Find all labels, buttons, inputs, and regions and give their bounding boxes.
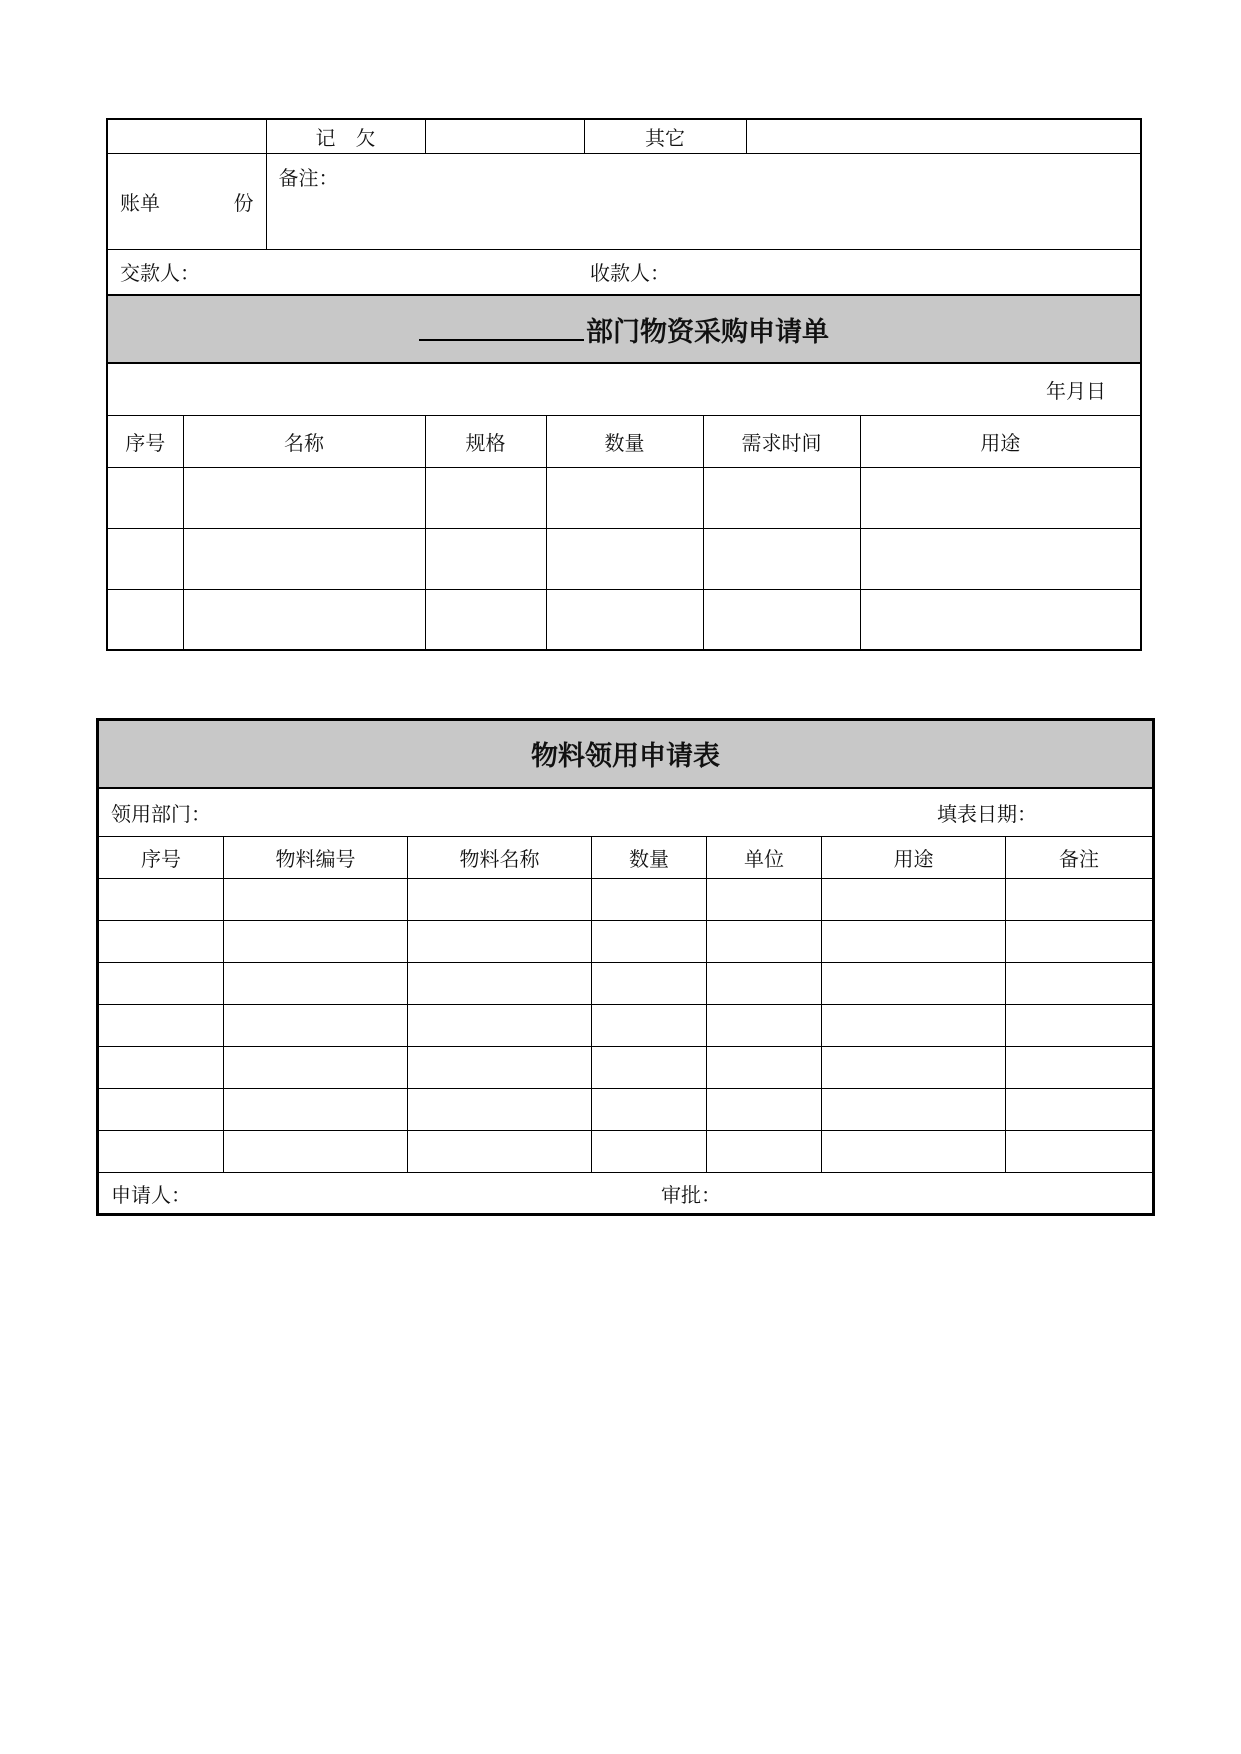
payment-type-blank[interactable] — [107, 119, 266, 153]
col-header-material-code: 物料编号 — [224, 837, 408, 879]
cell-spec[interactable] — [425, 528, 546, 589]
cell-quantity[interactable] — [592, 921, 707, 963]
cell-spec[interactable] — [425, 589, 546, 650]
cell-purpose[interactable] — [822, 1089, 1006, 1131]
table-row — [98, 1005, 1154, 1047]
remarks-label: 备注： — [278, 165, 339, 190]
bill-copies-unit: 份 — [233, 190, 254, 215]
cell-material-name[interactable] — [408, 1047, 592, 1089]
cell-serial[interactable] — [107, 528, 183, 589]
col-header-quantity: 数量 — [592, 837, 707, 879]
cell-quantity[interactable] — [546, 528, 703, 589]
cell-purpose[interactable] — [860, 467, 1141, 528]
cell-material-name[interactable] — [408, 963, 592, 1005]
cell-serial[interactable] — [98, 963, 224, 1005]
cell-notes[interactable] — [1006, 1131, 1154, 1173]
cell-material-code[interactable] — [224, 1047, 408, 1089]
cell-quantity[interactable] — [592, 1047, 707, 1089]
cell-purpose[interactable] — [860, 528, 1141, 589]
applicant-approval-row — [98, 1173, 1154, 1215]
cell-quantity[interactable] — [546, 589, 703, 650]
cell-serial[interactable] — [107, 467, 183, 528]
col-header-name: 名称 — [183, 415, 425, 467]
cell-serial[interactable] — [98, 1089, 224, 1131]
col-header-purpose: 用途 — [822, 837, 1006, 879]
cell-required-time[interactable] — [703, 528, 860, 589]
applicant-approval-cell[interactable] — [98, 1173, 1154, 1215]
cell-serial[interactable] — [98, 1005, 224, 1047]
cell-serial[interactable] — [98, 1047, 224, 1089]
cell-notes[interactable] — [1006, 1047, 1154, 1089]
cell-quantity[interactable] — [546, 467, 703, 528]
table-row — [98, 1047, 1154, 1089]
cell-notes[interactable] — [1006, 1005, 1154, 1047]
table-row — [98, 879, 1154, 921]
cell-unit[interactable] — [707, 1131, 822, 1173]
col-header-purpose: 用途 — [860, 415, 1141, 467]
cell-unit[interactable] — [707, 1089, 822, 1131]
col-header-serial: 序号 — [98, 837, 224, 879]
other-label: 其它 — [584, 119, 746, 153]
cell-notes[interactable] — [1006, 879, 1154, 921]
purchase-header-row — [107, 415, 1141, 467]
cell-notes[interactable] — [1006, 921, 1154, 963]
payer-label: 交款人： — [120, 261, 200, 286]
cell-material-name[interactable] — [408, 921, 592, 963]
col-header-unit: 单位 — [707, 837, 822, 879]
bill-copies-cell — [107, 153, 266, 249]
cell-serial[interactable] — [107, 589, 183, 650]
fill-date-label: 填表日期： — [937, 801, 1037, 826]
cell-required-time[interactable] — [703, 589, 860, 650]
material-title: 物料领用申请表 — [98, 720, 1154, 788]
cell-quantity[interactable] — [592, 1131, 707, 1173]
cell-material-name[interactable] — [408, 1089, 592, 1131]
cell-quantity[interactable] — [592, 963, 707, 1005]
col-header-serial: 序号 — [107, 415, 183, 467]
cell-material-name[interactable] — [408, 1005, 592, 1047]
col-header-required-time: 需求时间 — [703, 415, 860, 467]
material-requisition-form — [96, 718, 1155, 1216]
cell-name[interactable] — [183, 528, 425, 589]
cell-notes[interactable] — [1006, 963, 1154, 1005]
table-row — [107, 528, 1141, 589]
cell-unit[interactable] — [707, 1047, 822, 1089]
cell-serial[interactable] — [98, 879, 224, 921]
department-date-row — [98, 788, 1154, 837]
cell-unit[interactable] — [707, 921, 822, 963]
payee-label: 收款人： — [590, 261, 670, 286]
cell-purpose[interactable] — [822, 879, 1006, 921]
purchase-date-field[interactable]: 年月日 — [107, 363, 1141, 415]
material-header-row — [98, 837, 1154, 879]
cell-notes[interactable] — [1006, 1089, 1154, 1131]
cell-material-code[interactable] — [224, 879, 408, 921]
col-header-spec: 规格 — [425, 415, 546, 467]
credit-label: 记 欠 — [266, 119, 425, 153]
cell-material-name[interactable] — [408, 1131, 592, 1173]
cell-material-code[interactable] — [224, 921, 408, 963]
department-date-cell[interactable] — [98, 788, 1154, 837]
department-name-blank[interactable] — [419, 317, 584, 341]
payment-type-row — [107, 119, 1141, 153]
cell-material-code[interactable] — [224, 1131, 408, 1173]
cell-purpose[interactable] — [822, 1047, 1006, 1089]
payer-payee-cell[interactable] — [107, 249, 1141, 295]
table-row — [98, 1089, 1154, 1131]
applicant-label: 申请人： — [111, 1182, 191, 1207]
remarks-field[interactable] — [266, 153, 1141, 249]
purchase-title — [107, 295, 1141, 363]
other-value-field[interactable] — [746, 119, 1141, 153]
credit-value-field[interactable] — [425, 119, 584, 153]
col-header-notes: 备注 — [1006, 837, 1154, 879]
col-header-material-name: 物料名称 — [408, 837, 592, 879]
cell-material-code[interactable] — [224, 1089, 408, 1131]
table-row — [98, 921, 1154, 963]
bill-copies-label: 账单 — [120, 190, 160, 215]
cell-purpose[interactable] — [822, 1131, 1006, 1173]
cell-required-time[interactable] — [703, 467, 860, 528]
cell-serial[interactable] — [98, 1131, 224, 1173]
cell-material-name[interactable] — [408, 879, 592, 921]
payer-payee-row — [107, 249, 1141, 295]
department-label: 领用部门： — [111, 801, 211, 826]
approval-label: 审批： — [661, 1182, 721, 1207]
table-row — [107, 589, 1141, 650]
cell-name[interactable] — [183, 589, 425, 650]
purchase-title-row — [107, 295, 1141, 363]
cell-name[interactable] — [183, 467, 425, 528]
material-title-row — [98, 720, 1154, 788]
bill-remarks-row — [107, 153, 1141, 249]
cell-quantity[interactable] — [592, 1089, 707, 1131]
purchase-date-row — [107, 363, 1141, 415]
cell-quantity[interactable] — [592, 1005, 707, 1047]
cell-material-code[interactable] — [224, 963, 408, 1005]
purchase-request-form — [106, 118, 1142, 651]
table-row — [98, 1131, 1154, 1173]
cell-purpose[interactable] — [822, 963, 1006, 1005]
cell-spec[interactable] — [425, 467, 546, 528]
cell-unit[interactable] — [707, 879, 822, 921]
cell-unit[interactable] — [707, 963, 822, 1005]
table-row — [98, 963, 1154, 1005]
cell-quantity[interactable] — [592, 879, 707, 921]
cell-purpose[interactable] — [822, 921, 1006, 963]
cell-material-code[interactable] — [224, 1005, 408, 1047]
cell-serial[interactable] — [98, 921, 224, 963]
cell-unit[interactable] — [707, 1005, 822, 1047]
purchase-title-text: 部门物资采购申请单 — [586, 316, 829, 348]
cell-purpose[interactable] — [822, 1005, 1006, 1047]
col-header-quantity: 数量 — [546, 415, 703, 467]
table-row — [107, 467, 1141, 528]
cell-purpose[interactable] — [860, 589, 1141, 650]
